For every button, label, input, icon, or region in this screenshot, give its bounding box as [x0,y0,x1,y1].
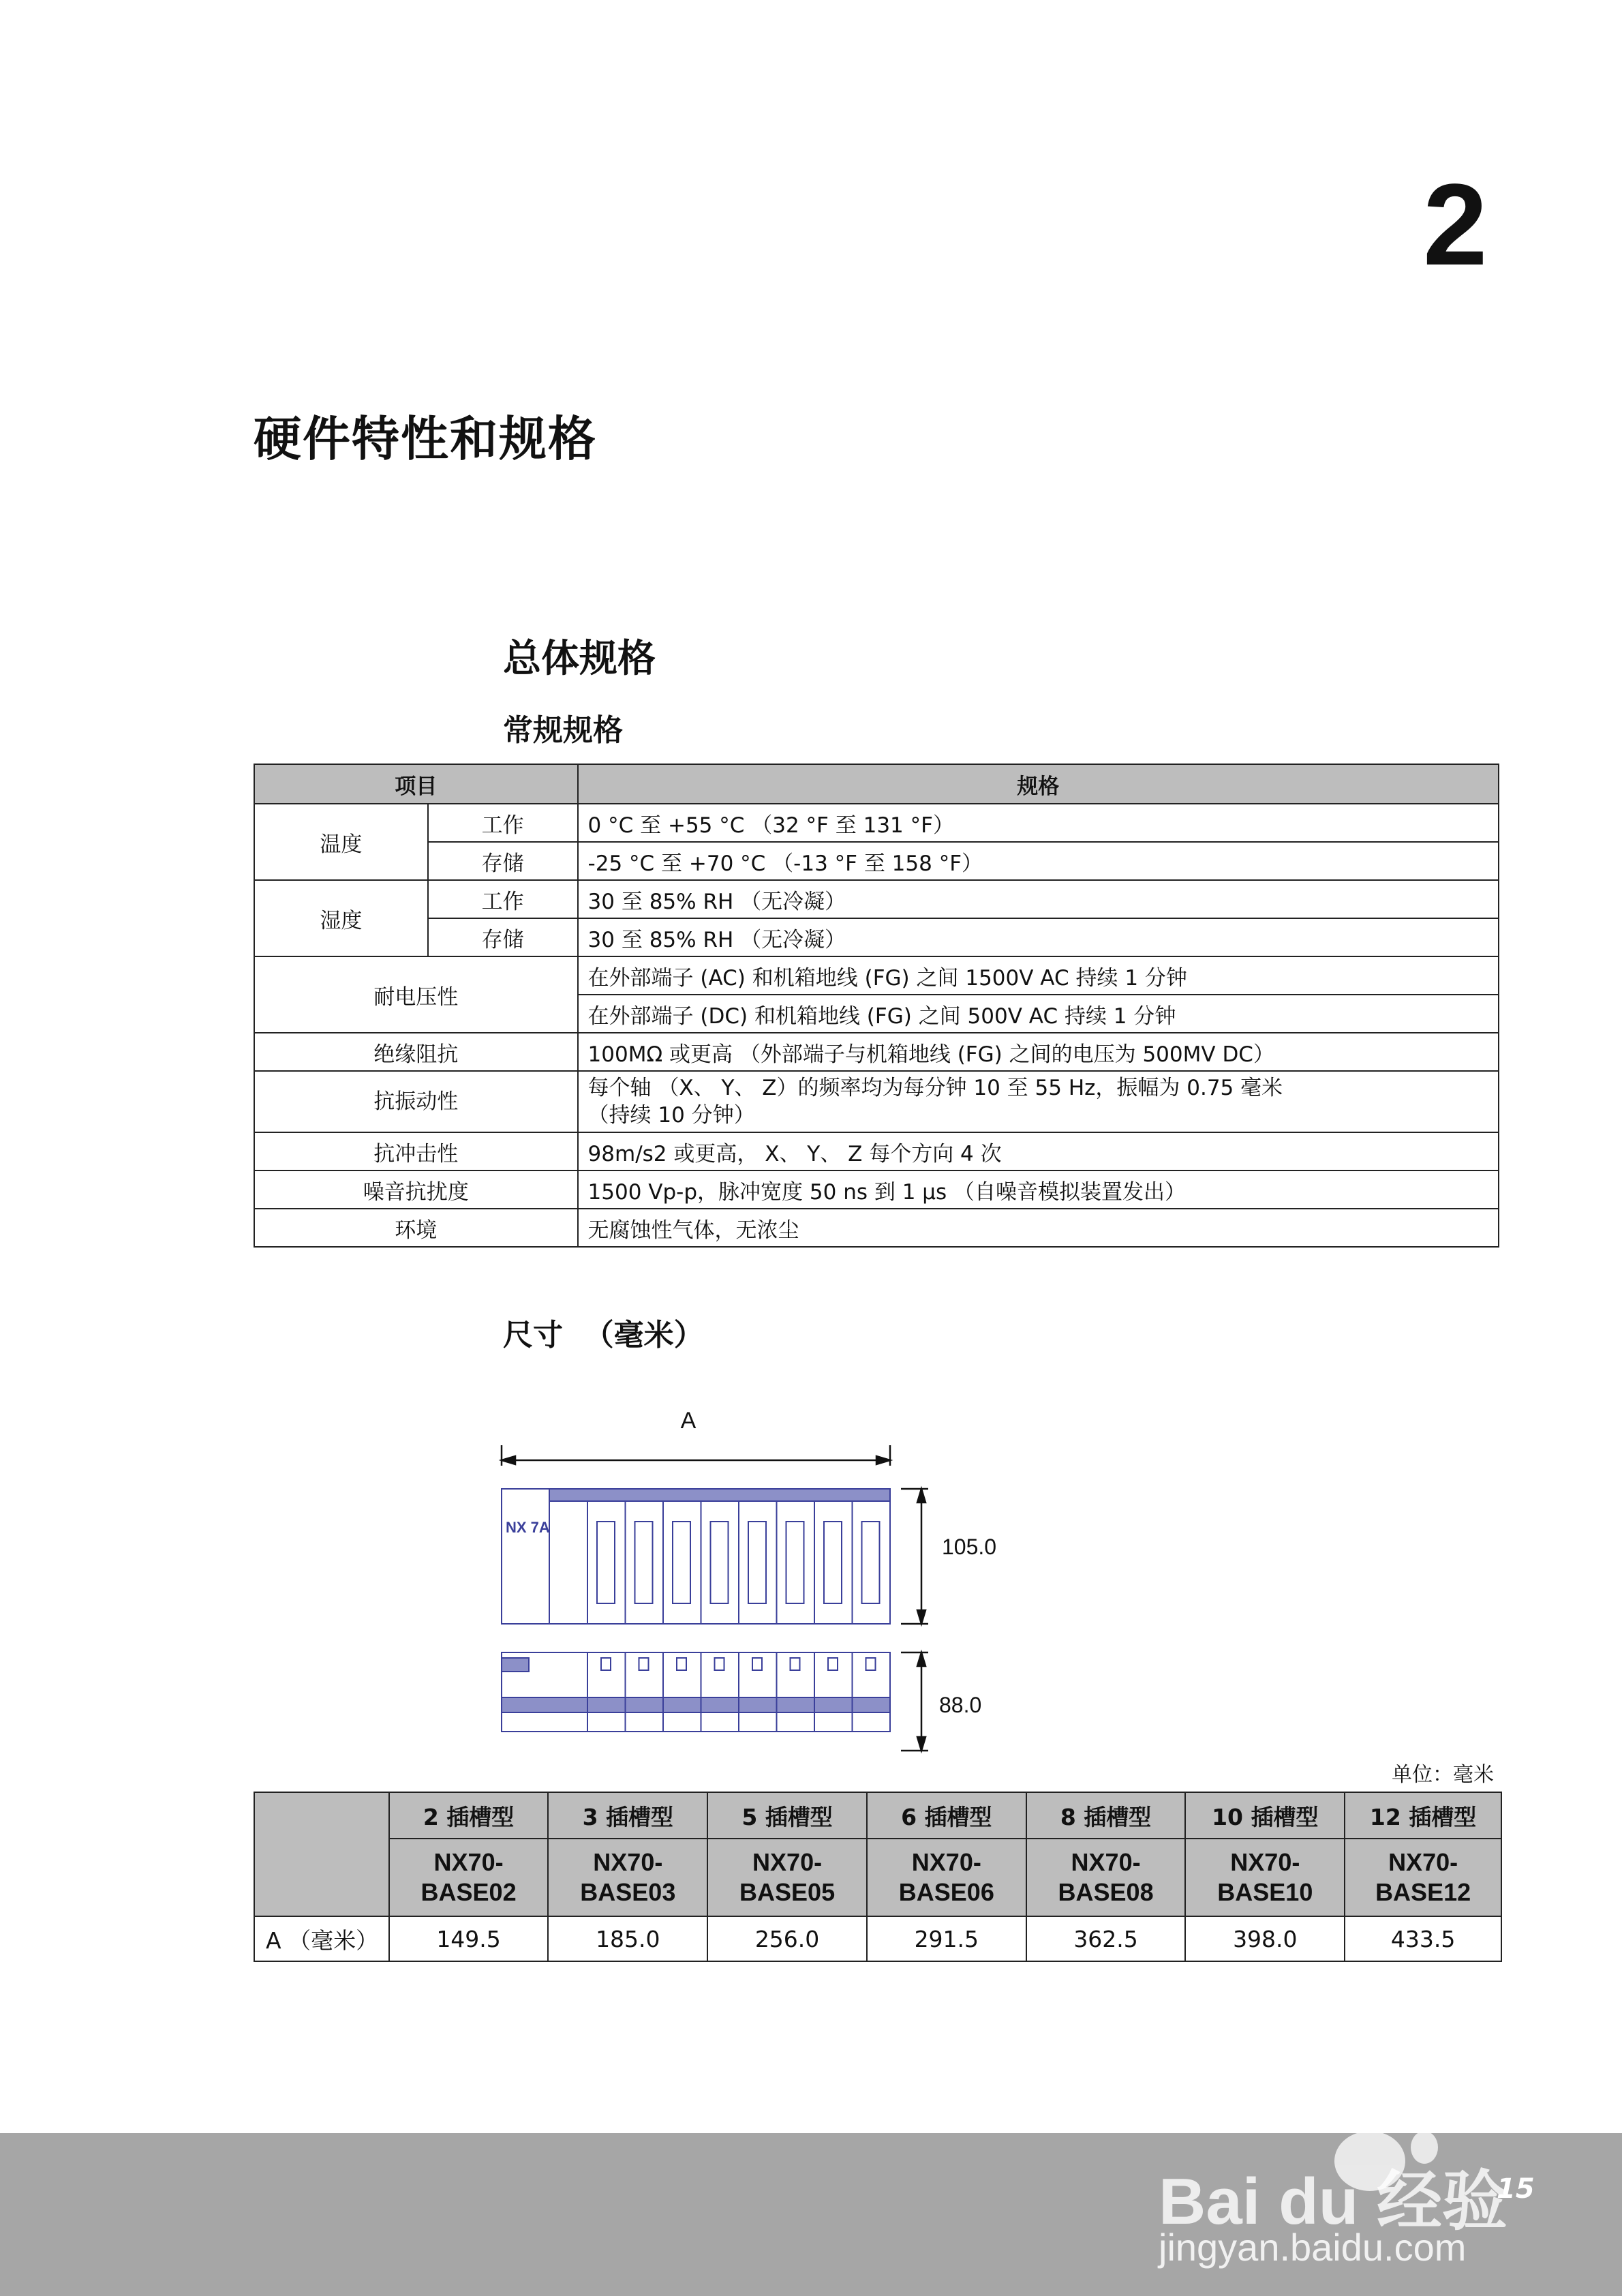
front-height-label: 105.0 [942,1535,997,1559]
slot-terminal [711,1522,729,1603]
spec-table [254,764,1499,1248]
slot-module [663,1501,701,1624]
slot-terminal [597,1522,615,1603]
temperature-st-label: 存储 [428,842,578,880]
side-slot [739,1652,777,1732]
empty-corner [254,1792,389,1916]
side-connector [715,1658,724,1670]
model-base05: NX70- BASE05 [707,1839,867,1916]
humidity-st-label: 存储 [428,918,578,956]
slot-module [814,1501,853,1624]
slot-terminal [862,1522,880,1603]
humidity-op-value: 30 至 85% RH （无冷凝） [578,880,1499,918]
header-item: 项目 [254,764,578,804]
vibration-line1: 每个轴 （X、 Y、 Z）的频率均为每分钟 10 至 55 Hz，振幅为 0.75 毫米 [587,1076,1283,1100]
slot-terminal [748,1522,766,1603]
temperature-label: 温度 [254,804,428,880]
type-3: 3 插槽型 [548,1792,707,1839]
value-base02: 149.5 [389,1916,549,1961]
type-2: 2 插槽型 [389,1792,549,1839]
table-row [254,1132,1499,1170]
header-spec: 规格 [578,764,1499,804]
slot-terminal [786,1522,804,1603]
type-5: 5 插槽型 [707,1792,867,1839]
temperature-op-value: 0 °C 至 +55 °C （32 °F 至 131 °F） [578,804,1499,842]
side-connector [866,1658,876,1670]
front-view [502,1489,890,1624]
table-row [254,1033,1499,1071]
side-connector [677,1658,686,1670]
table-row [254,956,1499,995]
value-base06: 291.5 [867,1916,1026,1961]
side-height-label: 88.0 [939,1693,982,1717]
chapter-number: 2 [1423,160,1488,290]
spec-header-row [254,764,1499,804]
side-slot [814,1652,853,1732]
humidity-label: 湿度 [254,880,428,956]
side-slot [587,1652,626,1732]
model-base10: NX70- BASE10 [1185,1839,1345,1916]
value-base12: 433.5 [1345,1916,1501,1961]
table-row [254,1071,1499,1132]
side-slot [663,1652,701,1732]
model-base03: NX70- BASE03 [548,1839,707,1916]
model-base06: NX70- BASE06 [867,1839,1026,1916]
subsection-general: 常规规格 [503,713,623,748]
side-connector [639,1658,649,1670]
value-base08: 362.5 [1026,1916,1186,1961]
model-base12: NX70- BASE12 [1345,1839,1501,1916]
side-connector [601,1658,611,1670]
dimension-table [254,1792,1502,1962]
type-8: 8 插槽型 [1026,1792,1186,1839]
slot-module [626,1501,664,1624]
side-connector [828,1658,838,1670]
dielectric-label: 耐电压性 [254,956,578,1033]
vibration-line2: （持续 10 分钟） [587,1103,755,1128]
slot-module [701,1501,739,1624]
value-base05: 256.0 [707,1916,867,1961]
table-row [254,880,1499,918]
side-slot [853,1652,891,1732]
model-row [254,1839,1501,1916]
watermark-url: jingyan.baidu.com [1159,2226,1467,2269]
width-label: A [680,1408,697,1434]
table-row [254,918,1499,956]
table-row [254,1170,1499,1209]
vibration-label: 抗振动性 [254,1071,578,1132]
insulation-label: 绝缘阻抗 [254,1033,578,1071]
section-title: 总体规格 [503,637,656,681]
temperature-op-label: 工作 [428,804,578,842]
table-row [254,1916,1501,1961]
slot-module [777,1501,815,1624]
unit-note: 单位：毫米 [1392,1763,1494,1787]
table-row [254,842,1499,880]
slot-module [853,1501,891,1624]
front-height-arrow [901,1489,928,1624]
type-12: 12 插槽型 [1345,1792,1501,1839]
type-row [254,1792,1501,1839]
slot-terminal [824,1522,842,1603]
dielectric-ac-value: 在外部端子 (AC) 和机箱地线 (FG) 之间 1500V AC 持续 1 分钟 [578,956,1499,995]
model-base02: NX70- BASE02 [389,1839,549,1916]
width-arrow [502,1445,890,1466]
shock-value: 98m/s2 或更高， X、 Y、 Z 每个方向 4 次 [578,1132,1499,1170]
subsection-dimensions: 尺寸 （毫米） [503,1318,704,1353]
page-number: 15 [1497,2173,1535,2205]
slot-terminal [673,1522,690,1603]
dielectric-dc-value: 在外部端子 (DC) 和机箱地线 (FG) 之间 500V AC 持续 1 分钟 [578,995,1499,1033]
table-row [254,804,1499,842]
table-row [254,1209,1499,1247]
environment-value: 无腐蚀性气体，无浓尘 [578,1209,1499,1247]
side-slot [777,1652,815,1732]
humidity-st-value: 30 至 85% RH （无冷凝） [578,918,1499,956]
type-6: 6 插槽型 [867,1792,1026,1839]
chapter-title: 硬件特性和规格 [254,411,597,467]
noise-value: 1500 Vp-p，脉冲宽度 50 ns 到 1 μs （自噪音模拟装置发出） [578,1170,1499,1209]
side-slot [626,1652,664,1732]
side-connector [752,1658,762,1670]
side-slot [701,1652,739,1732]
side-connector [791,1658,800,1670]
value-base03: 185.0 [548,1916,707,1961]
type-10: 10 插槽型 [1185,1792,1345,1839]
environment-label: 环境 [254,1209,578,1247]
temperature-st-value: -25 °C 至 +70 °C （-13 °F 至 158 °F） [578,842,1499,880]
slot-module [739,1501,777,1624]
dimension-diagram [492,1404,1017,1759]
watermark-text: Bai du 经验 [1159,2165,1508,2238]
vibration-value [578,1071,1499,1132]
humidity-op-label: 工作 [428,880,578,918]
noise-label: 噪音抗扰度 [254,1170,578,1209]
slot-module [587,1501,626,1624]
nx-logo: NX 7A [506,1519,550,1536]
shock-label: 抗冲击性 [254,1132,578,1170]
row-label-a: A （毫米） [254,1916,389,1961]
slot-terminal [635,1522,653,1603]
insulation-value: 100MΩ 或更高 （外部端子与机箱地线 (FG) 之间的电压为 500MV DC） [578,1033,1499,1071]
model-base08: NX70- BASE08 [1026,1839,1186,1916]
side-height-arrow [901,1652,928,1751]
value-base10: 398.0 [1185,1916,1345,1961]
side-view [502,1652,890,1732]
